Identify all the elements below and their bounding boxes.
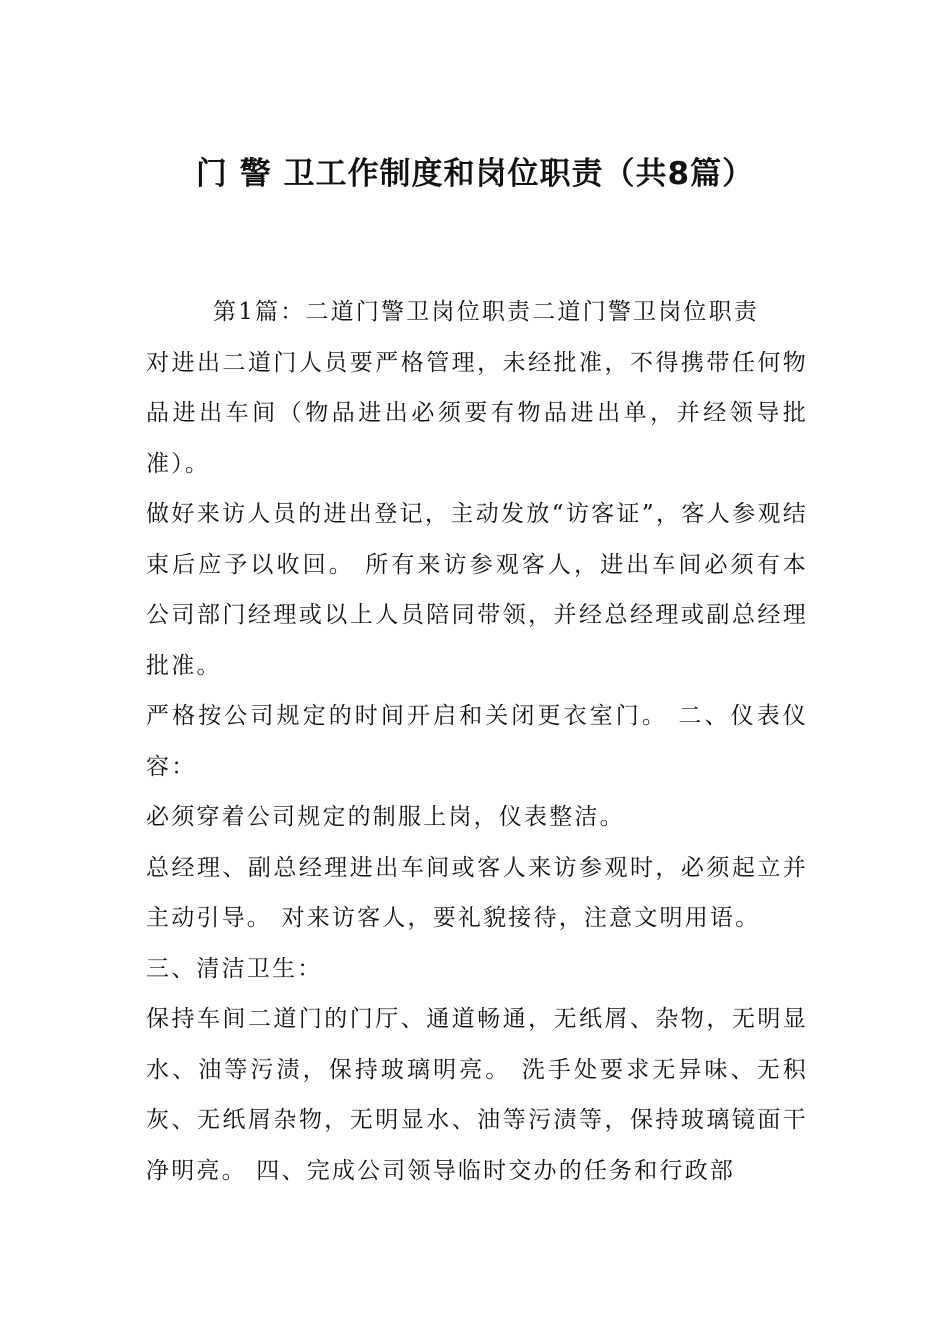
paragraph: 严格按公司规定的时间开启和关闭更衣室门。 二、仪表仪容： (146, 703, 808, 780)
paragraph: 做好来访人员的进出登记，主动发放“访客证”，客人参观结束后应予以收回。 所有来访参观客人，进出车间必须有本公司部门经理或以上人员陪同带领，并经总经理或副总经理批准。 (146, 501, 808, 679)
paragraph: 三、清洁卫生： (146, 955, 323, 982)
paragraph: 必须穿着公司规定的制服上岗，仪表整洁。 (146, 804, 625, 830)
paragraph: 对进出二道门人员要严格管理，未经批准，不得携带任何物品进出车间（物品进出必须要有物品进出单，并经领导批准）。 (146, 349, 808, 477)
document-body (146, 287, 808, 1196)
paragraph: 保持车间二道门的门厅、通道畅通，无纸屑、杂物，无明显水、油等污渍，保持玻璃明亮。 洗手处要求无异味、无积灰、无纸屑杂物，无明显水、油等污渍等，保持玻璃镜面干净明亮。 四、完成公司领导临时交办的任务和行政部 (146, 1006, 808, 1184)
paragraph-chapter-heading: 第1篇：二道门警卫岗位职责二道门警卫岗位职责 (213, 299, 760, 325)
document-title: 门 警 卫工作制度和岗位职责（共8篇） (195, 156, 755, 192)
paragraph: 总经理、副总经理进出车间或客人来访参观时，必须起立并主动引导。 对来访客人，要礼貌接待，注意文明用语。 (146, 854, 808, 931)
